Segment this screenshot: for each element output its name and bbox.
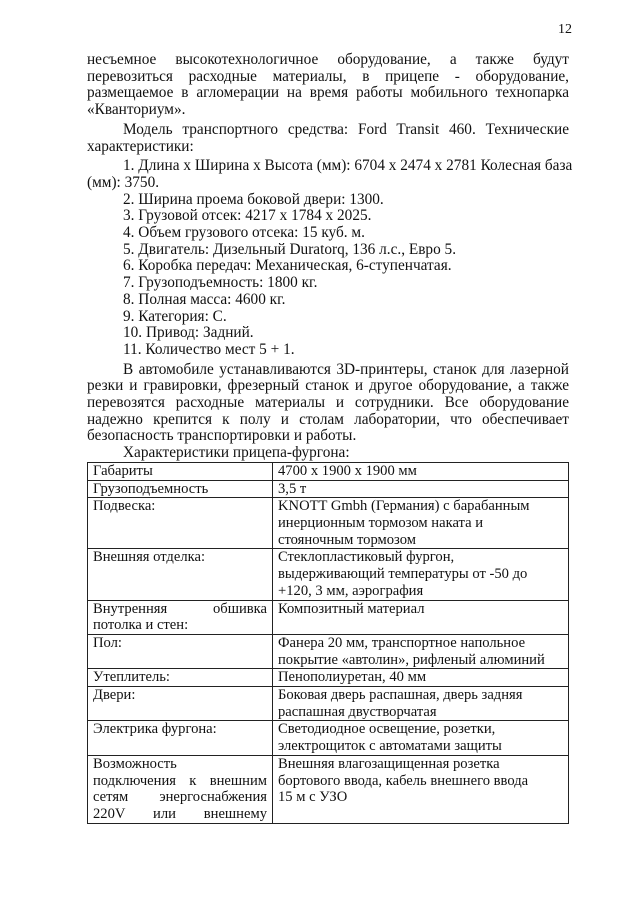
- cell-line: Фанера 20 мм, транспортное напольное: [278, 634, 526, 651]
- spec-value-cell: [273, 687, 569, 721]
- spec-item: 3. Грузовой отсек: 4217 х 1784 х 2025.: [123, 207, 372, 225]
- cell-line: 15 м с УЗО: [278, 789, 348, 806]
- table-row: [88, 669, 569, 687]
- cell-line: стояночным тормозом: [278, 531, 416, 548]
- spec-item: 2. Ширина проема боковой двери: 1300.: [123, 190, 384, 208]
- cell-line: Светодиодное освещение, розетки,: [278, 721, 496, 738]
- text-line: несъемное высокотехнологичное оборудование, а также будут: [87, 51, 569, 68]
- spec-name-cell: [88, 498, 273, 549]
- cell-line: Габариты: [93, 462, 153, 479]
- table-row: [88, 634, 569, 668]
- cell-line: Композитный материал: [278, 600, 425, 617]
- cell-line: распашная двустворчатая: [278, 703, 437, 720]
- spec-value-cell: [273, 669, 569, 687]
- spec-item: 10. Привод: Задний.: [123, 324, 254, 342]
- cell-line: Внешняя влагозащищенная розетка: [278, 755, 500, 772]
- spec-item: 6. Коробка передач: Механическая, 6-ступенчатая.: [123, 257, 452, 275]
- table-row: [88, 498, 569, 549]
- cell-line: 3,5 т: [278, 480, 307, 497]
- text-line: перевозиться расходные материалы, в прицепе - оборудование,: [87, 67, 569, 85]
- cell-line: выдерживающий температуры от -50 до: [278, 566, 528, 583]
- cell-line: покрытие «автолин», рифленый алюминий: [278, 651, 545, 668]
- text-line: Модель транспортного средства: Ford Transit 460. Технические: [123, 120, 569, 138]
- table-row: [88, 721, 569, 755]
- cell-line: подключения к внешним: [93, 772, 267, 789]
- spec-value-cell: [273, 721, 569, 755]
- table-row: [88, 755, 569, 823]
- text-line: перевозятся расходные материалы и сотрудники. Все оборудование: [87, 394, 569, 412]
- spec-item-cont: (мм): 3750.: [87, 173, 160, 191]
- cell-line: Подвеска:: [93, 498, 156, 515]
- cell-line: Пол:: [93, 634, 122, 651]
- cell-line: Двери:: [93, 687, 136, 704]
- spec-name-cell: [88, 480, 273, 498]
- cell-line: Внешняя отделка:: [93, 549, 206, 566]
- cell-line: Возможность: [93, 755, 177, 772]
- cell-line: Внутренняя обшивка: [93, 600, 267, 617]
- spec-item: 1. Длина х Ширина х Высота (мм): 6704 х 2474 х 2781 Колесная база: [123, 157, 573, 175]
- spec-name-cell: [88, 549, 273, 600]
- page-number: 12: [558, 22, 572, 37]
- document-body: [87, 51, 573, 824]
- cell-line: KNOTT Gmbh (Германия) с барабанным: [278, 498, 530, 515]
- spec-item: 8. Полная масса: 4600 кг.: [123, 290, 286, 308]
- cell-line: бортового ввода, кабель внешнего ввода: [278, 772, 529, 789]
- cell-line: 220V или внешнему: [93, 805, 267, 822]
- table-caption: Характеристики прицепа-фургона:: [123, 444, 350, 462]
- cell-line: Боковая дверь распашная, дверь задняя: [278, 687, 523, 704]
- cell-line: Утеплитель:: [93, 669, 170, 686]
- table-row: [88, 600, 569, 634]
- table-row: [88, 462, 569, 480]
- cell-line: +120, 3 мм, аэрография: [278, 582, 424, 599]
- trailer-specs-table: [87, 462, 569, 824]
- cell-line: Стеклопластиковый фургон,: [278, 549, 455, 566]
- cell-line: инерционным тормозом наката и: [278, 514, 484, 531]
- cell-line: Пенополиуретан, 40 мм: [278, 669, 427, 686]
- spec-value-cell: [273, 634, 569, 668]
- text-line: резки и гравировки, фрезерный станок и другое оборудование, а также: [87, 377, 569, 395]
- text-line: надежно крепится к полу и столам лаборатории, что обеспечивает: [87, 410, 569, 428]
- cell-line: сетям энергоснабжения: [93, 789, 267, 806]
- paragraph-equipment: [87, 52, 569, 119]
- spec-name-cell: [88, 462, 273, 480]
- spec-name-cell: [88, 669, 273, 687]
- spec-value-cell: [273, 600, 569, 634]
- spec-item: 7. Грузоподъемность: 1800 кг.: [123, 274, 318, 292]
- text-line: безопасность транспортировки и работы.: [87, 427, 357, 445]
- text-line: «Кванториум».: [87, 101, 186, 119]
- spec-value-cell: [273, 549, 569, 600]
- spec-value-cell: [273, 462, 569, 480]
- table-row: [88, 687, 569, 721]
- spec-name-cell: [88, 600, 273, 634]
- paragraph-equipment-installed: [87, 362, 569, 446]
- spec-item: 5. Двигатель: Дизельный Duratorq, 136 л.с., Евро 5.: [123, 240, 457, 258]
- cell-line: потолка и стен:: [93, 617, 189, 634]
- spec-list: [87, 157, 573, 358]
- spec-item: 4. Объем грузового отсека: 15 куб. м.: [123, 224, 365, 242]
- spec-name-cell: [88, 687, 273, 721]
- table-row: [88, 549, 569, 600]
- cell-line: Электрика фургона:: [93, 721, 217, 738]
- spec-name-cell: [88, 721, 273, 755]
- spec-name-cell: [88, 634, 273, 668]
- spec-value-cell: [273, 480, 569, 498]
- spec-item: 11. Количество мест 5 + 1.: [123, 340, 295, 358]
- table-row: [88, 480, 569, 498]
- spec-name-cell: [88, 755, 273, 823]
- text-line: размещаемое в агломерации на время работы мобильного технопарка: [87, 84, 569, 102]
- text-line: характеристики:: [87, 137, 194, 155]
- cell-line: 4700 х 1900 х 1900 мм: [278, 462, 417, 479]
- spec-value-cell: [273, 755, 569, 823]
- spec-item: 9. Категория: С.: [123, 307, 227, 325]
- paragraph-vehicle-model: [87, 122, 569, 155]
- cell-line: электрощиток с автоматами защиты: [278, 738, 502, 755]
- text-line: В автомобиле устанавливаются 3D-принтеры, станок для лазерной: [123, 360, 569, 378]
- spec-value-cell: [273, 498, 569, 549]
- cell-line: Грузоподъемность: [93, 480, 209, 497]
